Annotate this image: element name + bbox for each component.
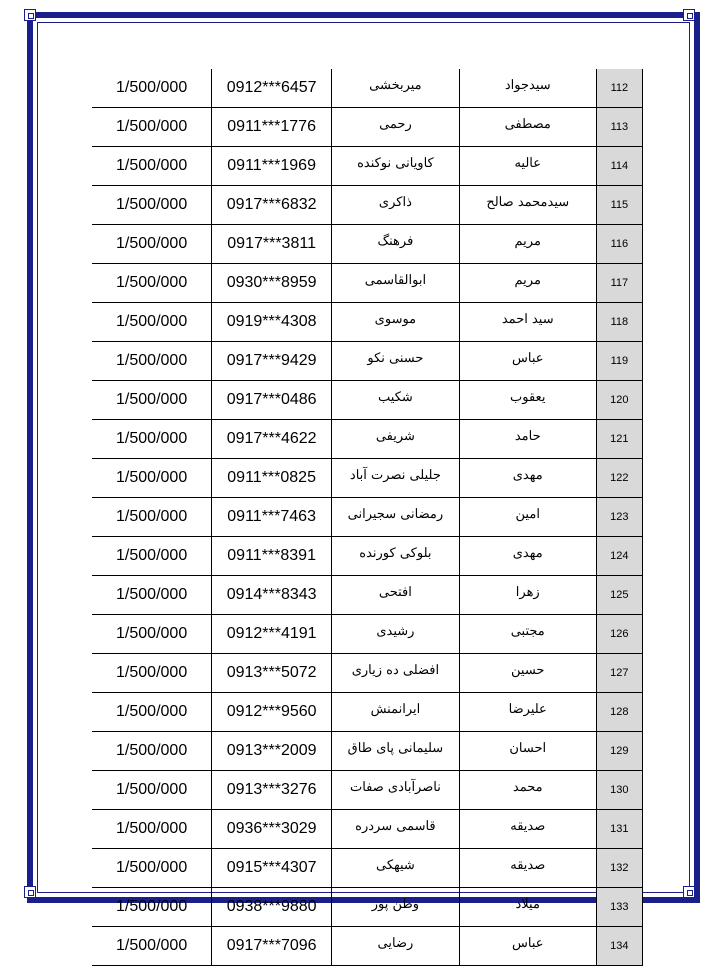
first-name-cell: امین: [459, 498, 596, 537]
amount-cell: 1/500/000: [92, 459, 212, 498]
last-name-cell: شیهکی: [332, 849, 460, 888]
first-name-cell: عباس: [459, 927, 596, 966]
row-number-cell: 133: [596, 888, 642, 927]
phone-cell: 0912***6457: [212, 69, 332, 108]
phone-cell: 0911***7463: [212, 498, 332, 537]
phone-cell: 0911***8391: [212, 537, 332, 576]
table-row: [92, 264, 643, 303]
winners-table: [92, 69, 643, 966]
first-name-cell: علیرضا: [459, 693, 596, 732]
amount-cell: 1/500/000: [92, 654, 212, 693]
row-number-cell: 114: [596, 147, 642, 186]
row-number-cell: 120: [596, 381, 642, 420]
row-number-cell: 134: [596, 927, 642, 966]
last-name-cell: جلیلی نصرت آباد: [332, 459, 460, 498]
table-row: [92, 732, 643, 771]
table-row: [92, 888, 643, 927]
phone-cell: 0917***4622: [212, 420, 332, 459]
phone-cell: 0917***9429: [212, 342, 332, 381]
table-row: [92, 693, 643, 732]
phone-cell: 0912***9560: [212, 693, 332, 732]
first-name-cell: سید احمد: [459, 303, 596, 342]
last-name-cell: ناصرآبادی صفات: [332, 771, 460, 810]
row-number-cell: 126: [596, 615, 642, 654]
table-row: [92, 147, 643, 186]
amount-cell: 1/500/000: [92, 849, 212, 888]
last-name-cell: وطن پور: [332, 888, 460, 927]
table-row: [92, 927, 643, 966]
first-name-cell: صدیقه: [459, 849, 596, 888]
table-row: [92, 576, 643, 615]
row-number-cell: 113: [596, 108, 642, 147]
table-row: [92, 537, 643, 576]
phone-cell: 0914***8343: [212, 576, 332, 615]
first-name-cell: احسان: [459, 732, 596, 771]
row-number-cell: 132: [596, 849, 642, 888]
row-number-cell: 123: [596, 498, 642, 537]
amount-cell: 1/500/000: [92, 420, 212, 459]
row-number-cell: 128: [596, 693, 642, 732]
last-name-cell: میربخشی: [332, 69, 460, 108]
table-row: [92, 342, 643, 381]
first-name-cell: سیدجواد: [459, 69, 596, 108]
table-row: [92, 615, 643, 654]
border-corner-ornament: [683, 9, 695, 21]
last-name-cell: شکیب: [332, 381, 460, 420]
table-row: [92, 849, 643, 888]
amount-cell: 1/500/000: [92, 810, 212, 849]
table-row: [92, 303, 643, 342]
amount-cell: 1/500/000: [92, 615, 212, 654]
first-name-cell: صدیقه: [459, 810, 596, 849]
phone-cell: 0917***7096: [212, 927, 332, 966]
table-row: [92, 69, 643, 108]
phone-cell: 0930***8959: [212, 264, 332, 303]
row-number-cell: 131: [596, 810, 642, 849]
row-number-cell: 122: [596, 459, 642, 498]
row-number-cell: 119: [596, 342, 642, 381]
amount-cell: 1/500/000: [92, 342, 212, 381]
first-name-cell: مصطفی: [459, 108, 596, 147]
amount-cell: 1/500/000: [92, 498, 212, 537]
border-corner-ornament: [683, 886, 695, 898]
amount-cell: 1/500/000: [92, 381, 212, 420]
first-name-cell: سیدمحمد صالح: [459, 186, 596, 225]
table-row: [92, 459, 643, 498]
amount-cell: 1/500/000: [92, 147, 212, 186]
last-name-cell: فرهنگ: [332, 225, 460, 264]
amount-cell: 1/500/000: [92, 927, 212, 966]
last-name-cell: رشیدی: [332, 615, 460, 654]
table-row: [92, 420, 643, 459]
row-number-cell: 117: [596, 264, 642, 303]
amount-cell: 1/500/000: [92, 888, 212, 927]
last-name-cell: رمضانی سجیرانی: [332, 498, 460, 537]
table-row: [92, 108, 643, 147]
phone-cell: 0936***3029: [212, 810, 332, 849]
amount-cell: 1/500/000: [92, 108, 212, 147]
last-name-cell: سلیمانی پای طاق: [332, 732, 460, 771]
phone-cell: 0917***6832: [212, 186, 332, 225]
table-row: [92, 654, 643, 693]
table-row: [92, 810, 643, 849]
first-name-cell: مریم: [459, 264, 596, 303]
row-number-cell: 127: [596, 654, 642, 693]
phone-cell: 0917***0486: [212, 381, 332, 420]
amount-cell: 1/500/000: [92, 693, 212, 732]
phone-cell: 0917***3811: [212, 225, 332, 264]
table-row: [92, 225, 643, 264]
first-name-cell: مهدی: [459, 459, 596, 498]
first-name-cell: یعقوب: [459, 381, 596, 420]
amount-cell: 1/500/000: [92, 69, 212, 108]
last-name-cell: ذاکری: [332, 186, 460, 225]
first-name-cell: حسین: [459, 654, 596, 693]
first-name-cell: زهرا: [459, 576, 596, 615]
first-name-cell: مجتبی: [459, 615, 596, 654]
row-number-cell: 116: [596, 225, 642, 264]
last-name-cell: رحمی: [332, 108, 460, 147]
last-name-cell: ابوالقاسمی: [332, 264, 460, 303]
amount-cell: 1/500/000: [92, 303, 212, 342]
phone-cell: 0913***2009: [212, 732, 332, 771]
phone-cell: 0938***9880: [212, 888, 332, 927]
amount-cell: 1/500/000: [92, 186, 212, 225]
phone-cell: 0911***1776: [212, 108, 332, 147]
row-number-cell: 130: [596, 771, 642, 810]
last-name-cell: شریفی: [332, 420, 460, 459]
phone-cell: 0911***0825: [212, 459, 332, 498]
amount-cell: 1/500/000: [92, 225, 212, 264]
table-row: [92, 186, 643, 225]
row-number-cell: 115: [596, 186, 642, 225]
phone-cell: 0915***4307: [212, 849, 332, 888]
phone-cell: 0913***3276: [212, 771, 332, 810]
first-name-cell: عالیه: [459, 147, 596, 186]
phone-cell: 0919***4308: [212, 303, 332, 342]
first-name-cell: محمد: [459, 771, 596, 810]
phone-cell: 0911***1969: [212, 147, 332, 186]
last-name-cell: موسوی: [332, 303, 460, 342]
first-name-cell: عباس: [459, 342, 596, 381]
last-name-cell: ایرانمنش: [332, 693, 460, 732]
first-name-cell: مریم: [459, 225, 596, 264]
last-name-cell: بلوکی کورنده: [332, 537, 460, 576]
first-name-cell: میلاد: [459, 888, 596, 927]
amount-cell: 1/500/000: [92, 264, 212, 303]
amount-cell: 1/500/000: [92, 576, 212, 615]
last-name-cell: حسنی نکو: [332, 342, 460, 381]
last-name-cell: رضایی: [332, 927, 460, 966]
last-name-cell: قاسمی سردره: [332, 810, 460, 849]
first-name-cell: حامد: [459, 420, 596, 459]
row-number-cell: 129: [596, 732, 642, 771]
first-name-cell: مهدی: [459, 537, 596, 576]
amount-cell: 1/500/000: [92, 537, 212, 576]
row-number-cell: 121: [596, 420, 642, 459]
phone-cell: 0913***5072: [212, 654, 332, 693]
row-number-cell: 125: [596, 576, 642, 615]
amount-cell: 1/500/000: [92, 771, 212, 810]
table-body: [92, 69, 643, 966]
last-name-cell: کاویانی نوکنده: [332, 147, 460, 186]
amount-cell: 1/500/000: [92, 732, 212, 771]
row-number-cell: 118: [596, 303, 642, 342]
table-row: [92, 771, 643, 810]
border-corner-ornament: [24, 886, 36, 898]
row-number-cell: 112: [596, 69, 642, 108]
last-name-cell: افضلی ده زیاری: [332, 654, 460, 693]
row-number-cell: 124: [596, 537, 642, 576]
border-corner-ornament: [24, 9, 36, 21]
table-row: [92, 498, 643, 537]
phone-cell: 0912***4191: [212, 615, 332, 654]
last-name-cell: افتحی: [332, 576, 460, 615]
table-row: [92, 381, 643, 420]
